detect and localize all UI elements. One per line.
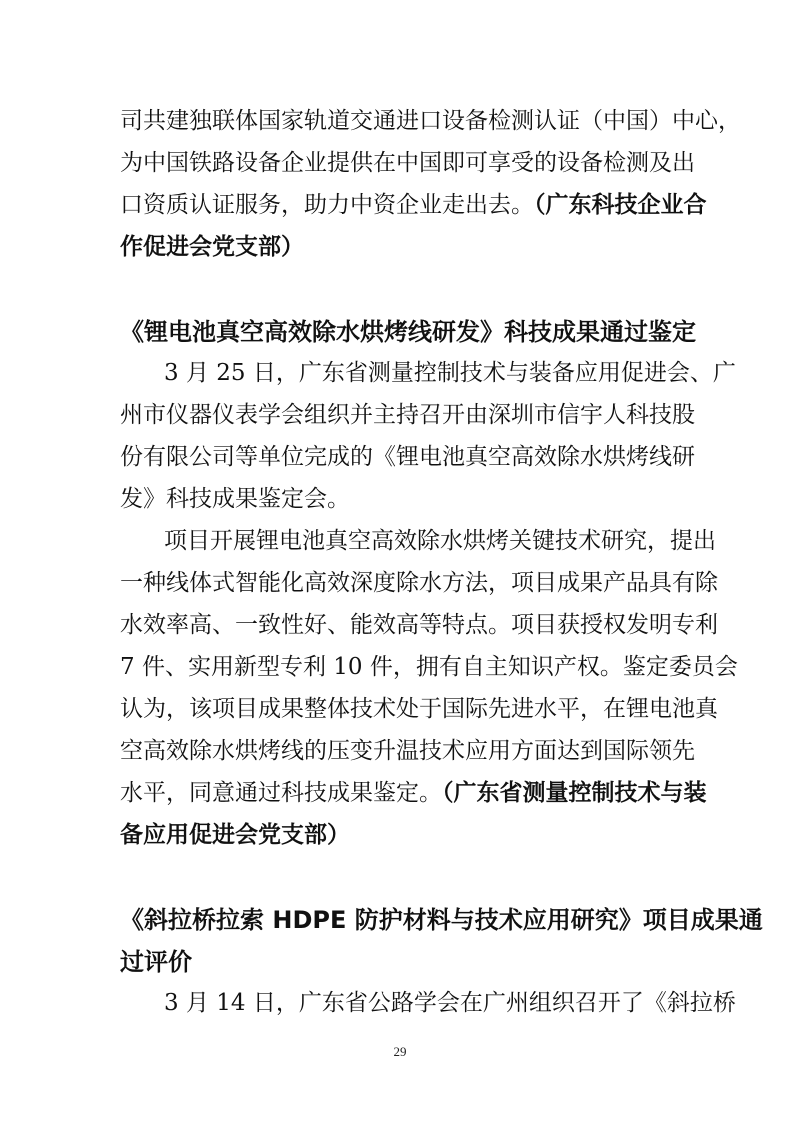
article-title-continued: 过评价: [120, 948, 192, 976]
body-line: 7 件、实用新型专利 10 件，拥有自主知识产权。鉴定委员会: [120, 654, 738, 680]
body-line: 为中国铁路设备企业提供在中国即可享受的设备检测及出: [120, 150, 695, 176]
source-attribution: 备应用促进会党支部）: [120, 822, 350, 848]
body-line: 发》科技成果鉴定会。: [120, 486, 350, 512]
body-text: 口资质认证服务，助力中资企业走出去。: [120, 192, 534, 218]
body-line: 3 月 14 日，广东省公路学会在广州组织召开了《斜拉桥: [164, 990, 736, 1016]
source-attribution: 作促进会党支部）: [120, 234, 304, 260]
body-line: 州市仪器仪表学会组织并主持召开由深圳市信宇人科技股: [120, 402, 695, 428]
body-line: [120, 190, 707, 220]
body-line: 认为，该项目成果整体技术处于国际先进水平，在锂电池真: [120, 696, 718, 722]
body-line: 3 月 25 日，广东省测量控制技术与装备应用促进会、广: [164, 360, 736, 386]
page-number: 29: [393, 1044, 407, 1059]
body-text: 水平，同意通过科技成果鉴定。: [120, 780, 442, 806]
source-attribution: （广东省测量控制技术与装: [442, 780, 707, 806]
body-line: 空高效除水烘烤线的压变升温技术应用方面达到国际领先: [120, 738, 695, 764]
body-line: [120, 778, 707, 808]
article-title: 《斜拉桥拉索 HDPE 防护材料与技术应用研究》项目成果通: [120, 906, 763, 934]
source-attribution: （广东科技企业合: [534, 192, 707, 218]
body-line: 份有限公司等单位完成的《锂电池真空高效除水烘烤线研: [120, 444, 695, 470]
body-line: 司共建独联体国家轨道交通进口设备检测认证（中国）中心，: [120, 108, 741, 134]
body-line: 水效率高、一致性好、能效高等特点。项目获授权发明专利: [120, 612, 718, 638]
body-line: 项目开展锂电池真空高效除水烘烤关键技术研究，提出: [164, 528, 716, 554]
article-title: 《锂电池真空高效除水烘烤线研发》科技成果通过鉴定: [120, 318, 696, 346]
body-line: 一种线体式智能化高效深度除水方法，项目成果产品具有除: [120, 570, 718, 596]
